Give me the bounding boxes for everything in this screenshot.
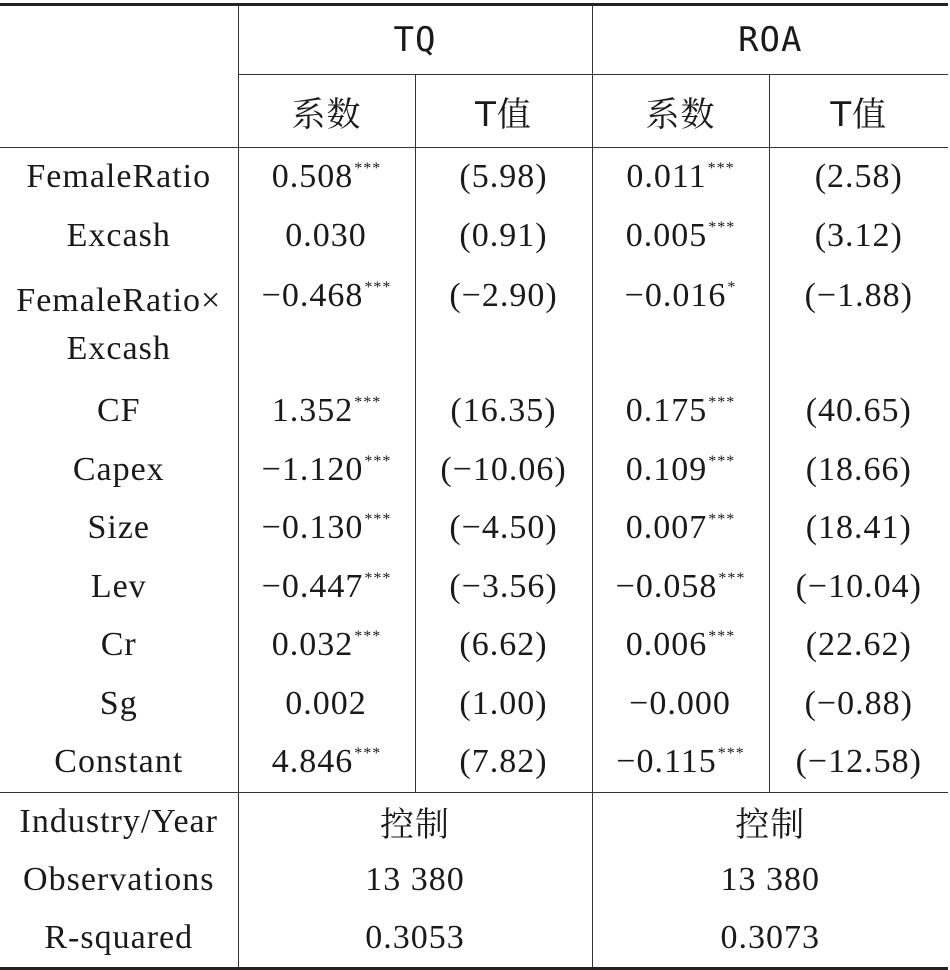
tq-coefficient: 0.030	[238, 207, 415, 266]
variable-name: Excash	[66, 216, 171, 254]
roa-t-value: (−12.58)	[769, 733, 948, 792]
tq-t-value: (−10.06)	[415, 441, 592, 500]
roa-coefficient: −0.115***	[592, 733, 769, 792]
tq-t-value: (6.62)	[415, 616, 592, 675]
roa-t-value: (18.66)	[769, 441, 948, 500]
significance-stars: ***	[364, 511, 392, 529]
group-header-row	[0, 5, 948, 75]
regression-table	[0, 3, 948, 970]
table-row	[0, 675, 948, 734]
footer-roa-value: 13 380	[592, 851, 948, 909]
significance-stars: ***	[354, 628, 382, 646]
footer-tq-value: 13 380	[238, 851, 592, 909]
variable-name: Cr	[100, 626, 137, 664]
significance-stars: ***	[708, 452, 736, 470]
variable-name: Sg	[99, 684, 138, 722]
tq-coefficient: −1.120***	[238, 441, 415, 500]
roa-t-value: (−0.88)	[769, 675, 948, 734]
footer-row-observations	[0, 851, 948, 909]
table-row	[0, 207, 948, 266]
significance-stars: ***	[708, 628, 736, 646]
variable-name: Constant	[0, 733, 238, 792]
tq-t-value: (−4.50)	[415, 499, 592, 558]
roa-coefficient: 0.005***	[592, 207, 769, 266]
subheader-tq-t: T值	[415, 75, 592, 148]
variable-name: FemaleRatio	[26, 158, 212, 196]
roa-coefficient: 0.006***	[592, 616, 769, 675]
subheader-roa-coef: 系数	[592, 75, 769, 148]
roa-t-value: (−10.04)	[769, 558, 948, 617]
footer-tq-value: 控制	[238, 792, 592, 851]
table-row	[0, 499, 948, 558]
subheader-roa-t: T值	[769, 75, 948, 148]
corner-cell-2	[0, 75, 238, 148]
significance-stars: ***	[718, 569, 746, 587]
tq-t-value: (−3.56)	[415, 558, 592, 617]
significance-stars: ***	[354, 394, 382, 412]
footer-label: R-squared	[0, 909, 238, 969]
significance-stars: ***	[708, 218, 736, 236]
tq-coefficient: 0.032***	[238, 616, 415, 675]
variable-name: Size	[87, 509, 151, 547]
table-row	[0, 441, 948, 500]
variable-name: Capex	[72, 450, 165, 488]
subheader-tq-coef: 系数	[238, 75, 415, 148]
table-row	[0, 382, 948, 441]
significance-stars: ***	[717, 745, 745, 763]
roa-coefficient: 0.011***	[592, 148, 769, 207]
roa-t-value: (22.62)	[769, 616, 948, 675]
roa-t-value: (−1.88)	[769, 265, 948, 382]
footer-roa-value: 0.3073	[592, 909, 948, 969]
roa-t-value: (40.65)	[769, 382, 948, 441]
subheader-row	[0, 75, 948, 148]
significance-stars: *	[727, 279, 737, 296]
table-row	[0, 558, 948, 617]
table-row	[0, 148, 948, 207]
roa-coefficient: 0.175***	[592, 382, 769, 441]
footer-label: Industry/Year	[19, 802, 218, 840]
roa-coefficient: −0.000	[592, 675, 769, 734]
table-row	[0, 733, 948, 792]
tq-coefficient: 0.508***	[238, 148, 415, 207]
tq-t-value: (1.00)	[415, 675, 592, 734]
variable-name: FemaleRatio× Excash	[16, 282, 222, 367]
group-header-roa: ROA	[592, 5, 948, 75]
significance-stars: ***	[354, 745, 382, 763]
roa-coefficient: 0.109***	[592, 441, 769, 500]
tq-t-value: (5.98)	[415, 148, 592, 207]
roa-t-value: (18.41)	[769, 499, 948, 558]
table-row	[0, 265, 948, 382]
footer-tq-value: 0.3053	[238, 909, 592, 969]
significance-stars: ***	[364, 569, 392, 587]
footer-row-industry-year	[0, 792, 948, 851]
variable-name: Lev	[90, 567, 147, 605]
significance-stars: ***	[708, 394, 736, 412]
tq-t-value: (0.91)	[415, 207, 592, 266]
tq-t-value: (16.35)	[415, 382, 592, 441]
table-row	[0, 616, 948, 675]
significance-stars: ***	[708, 511, 736, 529]
footer-row-r-squared	[0, 909, 948, 969]
roa-t-value: (3.12)	[769, 207, 948, 266]
tq-coefficient: 0.002	[238, 675, 415, 734]
significance-stars: ***	[354, 160, 382, 178]
roa-coefficient: −0.058***	[592, 558, 769, 617]
significance-stars: ***	[707, 160, 735, 178]
significance-stars: ***	[364, 279, 392, 296]
footer-roa-value: 控制	[592, 792, 948, 851]
tq-t-value: (7.82)	[415, 733, 592, 792]
tq-coefficient: −0.447***	[238, 558, 415, 617]
tq-t-value: (−2.90)	[415, 265, 592, 382]
tq-coefficient: −0.468***	[238, 265, 415, 382]
roa-coefficient: −0.016*	[592, 265, 769, 382]
variable-name: CF	[96, 392, 141, 430]
tq-coefficient: −0.130***	[238, 499, 415, 558]
corner-cell	[0, 5, 238, 75]
roa-coefficient: 0.007***	[592, 499, 769, 558]
roa-t-value: (2.58)	[769, 148, 948, 207]
tq-coefficient: 1.352***	[238, 382, 415, 441]
significance-stars: ***	[364, 452, 392, 470]
group-header-tq: TQ	[238, 5, 592, 75]
footer-label: Observations	[23, 860, 215, 898]
tq-coefficient: 4.846***	[238, 733, 415, 792]
